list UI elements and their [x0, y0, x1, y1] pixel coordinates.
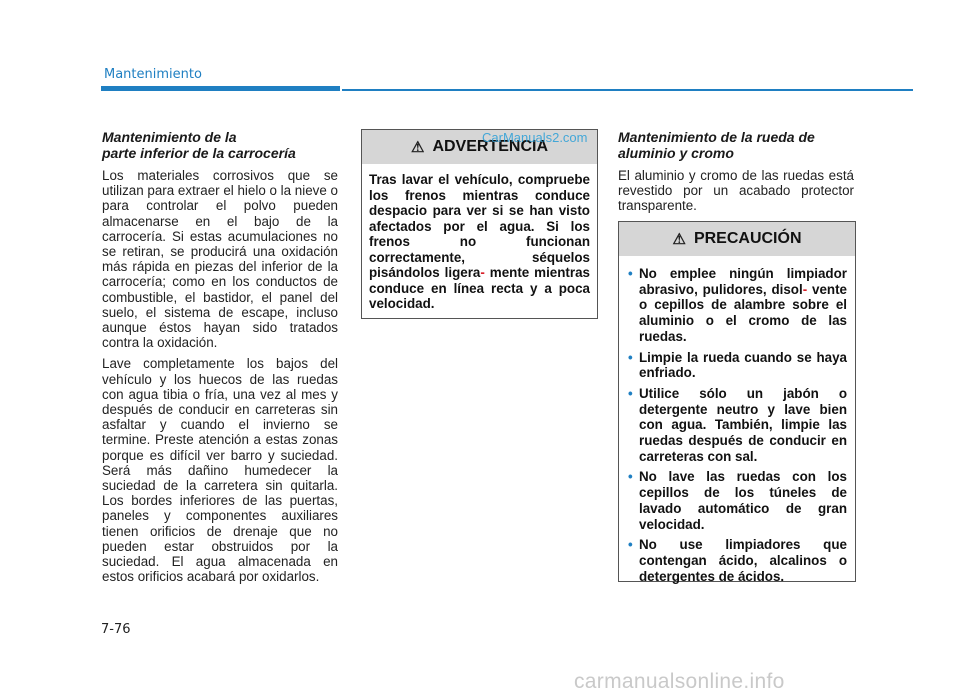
warning-box — [361, 129, 598, 319]
underbody-heading-line2: parte inferior de la carrocería — [102, 145, 296, 161]
header-rule-thick — [101, 86, 340, 91]
caution-item — [628, 350, 847, 381]
wheel-paragraph: El aluminio y cromo de las ruedas está revestido por un acabado protector transparente. — [618, 168, 854, 214]
caution-hyphen: - — [802, 281, 808, 297]
right-column — [618, 129, 854, 220]
page-number: 7-76 — [101, 622, 131, 637]
caution-list — [619, 256, 855, 584]
caution-item-text: No use limpiadores que contengan ácido, alcalinos o detergentes de ácidos. — [639, 537, 847, 584]
warning-text — [362, 164, 597, 312]
underbody-paragraph-2: Lave completamente los bajos del vehículo y los huecos de las ruedas con agua tibia o fría, una vez al mes y después de conducir en carreteras sin asfaltar y cuando el invierno se termine. Preste atención a estas zonas porque es difícil ver barro y suciedad. Será más dañino humedecer la suciedad de la carretera sin quitarla. Los bordes inferiores de las puertas, paneles y componentes auxiliares tienen orificios de drenaje que no pueden estar obstruidos por la suciedad. El agua almacenada en estos orificios acabará por oxidarlos. — [102, 356, 338, 585]
bullet-icon: • — [628, 266, 633, 281]
caution-triangle-icon: ⚠ — [672, 231, 686, 248]
caution-item-text: No lave las ruedas con los cepillos de los túneles de lavado automático de gran velocidad. — [639, 469, 847, 532]
caution-item-text: No emplee ningún limpiador abrasivo, pulidores, disol — [639, 266, 847, 297]
caution-title: PRECAUCIÓN — [693, 230, 802, 247]
underbody-paragraph-1: Los materiales corrosivos que se utilizan para extraer el hielo o la nieve o para controlar el polvo pueden almacenarse en el bajo de la carrocería. Si estas acumulaciones no se retiran, se producirá una oxidación más rápida en piezas del inferior de la carrocería; como en los conductos de combustible, el bastidor, el panel del suelo, el sistema de escape, incluso aunque éstos hayan sido tratados contra la oxidación. — [102, 168, 338, 351]
bullet-icon: • — [628, 537, 633, 553]
left-column — [102, 129, 338, 590]
caution-item-text: Limpie la rueda cuando se haya enfriado. — [639, 349, 847, 381]
watermark-bottom: carmanualsonline.info — [574, 670, 785, 693]
caution-box — [618, 221, 856, 582]
warning-title: ADVERTENCIA — [432, 138, 548, 155]
underbody-heading — [102, 129, 338, 161]
section-label: Mantenimiento — [104, 67, 202, 82]
caution-item-rest: vente o cepillos de alambre sobre el aluminio o el cromo de las ruedas. — [639, 281, 847, 344]
caution-header — [619, 222, 855, 256]
header-rule-thin — [342, 89, 913, 91]
warning-hyphen: - — [480, 265, 485, 280]
bullet-icon: • — [628, 349, 633, 365]
caution-item — [628, 469, 847, 532]
bullet-icon: • — [628, 385, 633, 401]
caution-item — [628, 386, 847, 465]
underbody-heading-line1: Mantenimiento de la — [102, 129, 237, 145]
warning-triangle-icon: ⚠ — [410, 139, 425, 156]
wheel-heading — [618, 129, 854, 161]
wheel-heading-line1: Mantenimiento de la rueda de — [618, 129, 815, 145]
bullet-icon: • — [628, 469, 633, 485]
warning-text-main: Tras lavar el vehículo, compruebe los frenos mientras conduce despacio para ver si se han visto afectados por el agua. Si los frenos no funcionan correctamente, séquelos pisándolos ligera — [369, 172, 590, 280]
warning-text-end: mente mientras conduce en línea recta y a poca velocidad. — [369, 265, 590, 311]
wheel-heading-line2: aluminio y cromo — [618, 145, 734, 161]
caution-item — [628, 537, 847, 584]
caution-item-text: Utilice sólo un jabón o detergente neutro y lave bien con agua. También, limpie las ruedas después de conducir en carreteras con sal. — [639, 385, 847, 464]
watermark-top-link[interactable]: CarManuals2.com — [482, 130, 588, 145]
caution-item — [628, 266, 847, 345]
